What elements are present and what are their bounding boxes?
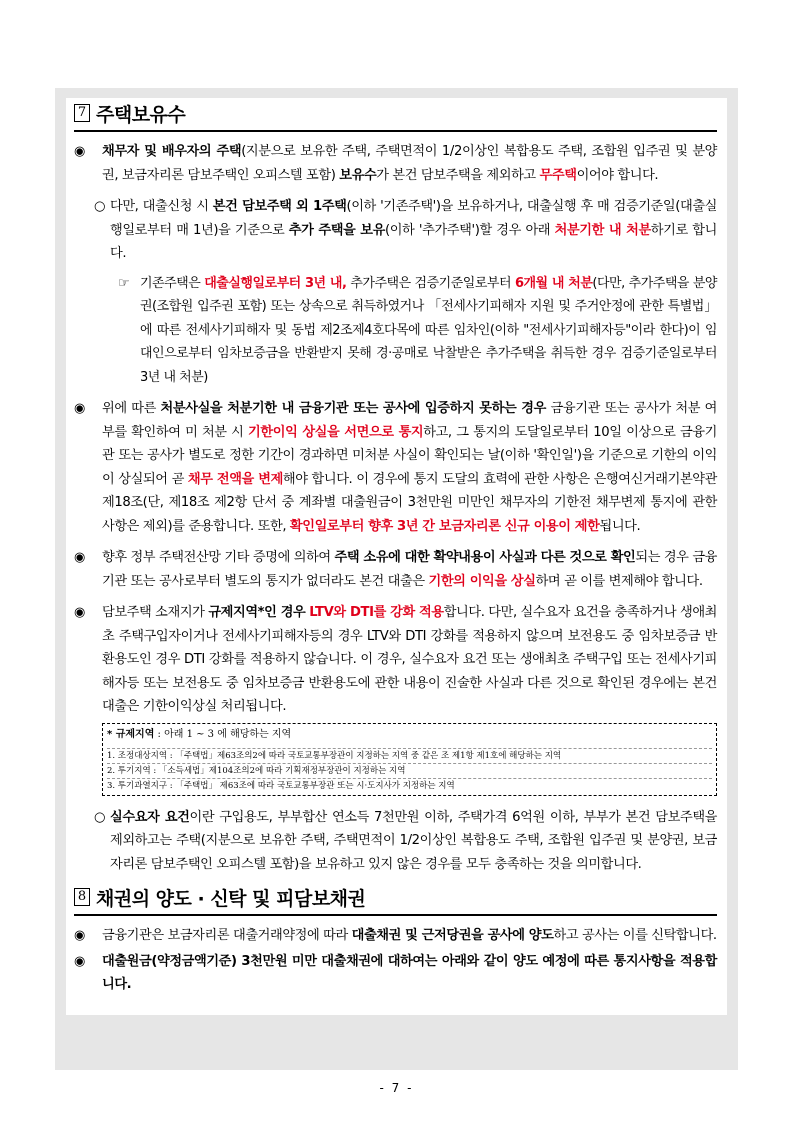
list-item	[74, 546, 717, 593]
sub-item	[94, 806, 717, 877]
section-title: 채권의 양도 · 신탁 및 피담보채권	[96, 887, 366, 910]
list-item	[74, 601, 717, 719]
footnote-line: 1. 조정대상지역 : 「주택법」제63조의2에 따라 국토교통부장관이 지정하는 지역 중 같은 조 제1항 제1호에 해당하는 지역	[107, 748, 712, 763]
paragraph: 기존주택은 대출실행일로부터 3년 내, 추가주택은 검증기준일로부터 6개월 내 처분(다만, 추가주택을 분양권(조합원 입주권 포함) 또는 상속으로 취득하였거나 「전세사기피해자 지원 및 주거안정에 관한 특별법」에 따른 전세사기피해자 및 동법 제2조제4호다목에 따른 임차인(이하 "전세사기피해자등"이라 한다)이 임대인으로부터 임차보증금을 반환받지 못해 경·공매로 낙찰받은 추가주택을 취득한 경우 검증기준일로부터 3년 내 처분)	[140, 275, 717, 385]
paragraph: 금융기관은 보금자리론 대출거래약정에 따라 대출채권 및 근저당권을 공사에 양도하고 공사는 이를 신탁합니다.	[102, 928, 717, 943]
bullet-icon: ◉	[74, 928, 85, 943]
section-8-header	[74, 882, 717, 912]
bullet-icon: ◉	[74, 144, 85, 159]
paragraph: 담보주택 소재지가 규제지역*인 경우 LTV와 DTI를 강화 적용합니다. 다만, 실수요자 요건을 충족하거나 생애최초 주택구입자이거나 전세사기피해자등의 경우 LTV와 DTI 강화를 적용하지 않으며 보전용도 중 임차보증금 반환용도인 경우 DTI 강화를 적용하지 않습니다. 이 경우, 실수요자 요건 또는 생애최초 주택구입 또는 전세사기피해자등 또는 보전용도 중 임차보증금 반환용도에 관한 내용이 진술한 사실과 다른 것으로 확인된 경우에는 본건 대출은 기한이익상실 처리됩니다.	[102, 605, 718, 714]
paragraph: 다만, 대출신청 시 본건 담보주택 외 1주택(이하 '기존주택')을 보유하거나, 대출실행 후 매 검증기준일(대출실행일로부터 매 1년)을 기준으로 추가 주택을 보유(이하 '추가주택')할 경우 아래 처분기한 내 처분하기로 합니다.	[110, 199, 717, 261]
footnote-line: 2. 투기지역 : 「소득세법」제104조의2에 따라 기획재정부장관이 지정하는 지역	[107, 763, 712, 778]
sub-item	[94, 195, 717, 266]
section-title: 주택보유수	[96, 103, 186, 126]
list-item	[74, 950, 717, 997]
footnote-heading: * 규제지역 : 아래 1 ~ 3 에 해당하는 지역	[107, 728, 292, 740]
footnote-line: 3. 투기과열지구 : 「주택법」 제63조에 따라 국토교통부장관 또는 시·도지사가 지정하는 지역	[107, 778, 712, 793]
list-item	[74, 397, 717, 538]
section-number: 8	[74, 888, 90, 906]
circle-icon: ○	[94, 199, 106, 214]
document-content	[66, 98, 727, 1015]
section-divider	[74, 130, 717, 132]
bullet-icon: ◉	[74, 550, 85, 565]
section-divider	[74, 914, 717, 916]
section-7-header	[74, 98, 717, 128]
paragraph: 대출원금(약정금액기준) 3천만원 미만 대출채권에 대하여는 아래와 같이 양도 예정에 따른 통지사항을 적용합니다.	[102, 953, 717, 992]
paragraph: 위에 따른 처분사실을 처분기한 내 금융기관 또는 공사에 입증하지 못하는 경우 금융기관 또는 공사가 처분 여부를 확인하여 미 처분 시 기한이익 상실을 서면으로 통지하고, 그 통지의 도달일로부터 10일 이상으로 금융기관 또는 공사가 별도로 정한 기간이 경과하면 미처분 사실이 확인되는 날(이하 '확인일')을 기준으로 기한의 이익이 상실되어 곧 채무 전액을 변제해야 합니다. 이 경우에 통지 도달의 효력에 관한 사항은 은행여신거래기본약관 제18조(단, 제18조 제2항 단서 중 계좌별 대출원금이 3천만원 미만인 채무자의 기한전 채무변제 통지에 관한 사항은 제외)를 준용합니다. 또한, 확인일로부터 향후 3년 간 보금자리론 신규 이용이 제한됩니다.	[102, 401, 717, 534]
bullet-icon: ◉	[74, 953, 85, 969]
paragraph: 향후 정부 주택전산망 기타 증명에 의하여 주택 소유에 대한 확약내용이 사실과 다른 것으로 확인되는 경우 금융기관 또는 공사로부터 별도의 통지가 없더라도 본건 대출은 기한의 이익을 상실하며 곧 이를 변제해야 합니다.	[102, 550, 717, 589]
bullet-icon: ◉	[74, 401, 85, 416]
list-item	[74, 140, 717, 187]
section-number: 7	[74, 104, 90, 122]
pointing-hand-icon: ☞	[118, 275, 130, 291]
page-number: - 7 -	[379, 1081, 414, 1095]
list-item	[74, 924, 717, 948]
paragraph: 실수요자 요건이란 구입용도, 부부합산 연소득 7천만원 이하, 주택가격 6억원 이하, 부부가 본건 담보주택을 제외하고는 주택(지분으로 보유한 주택, 주택면적이 1/2이상인 복합용도 주택, 조합원 입주권 및 분양권, 보금자리론 담보주택인 오피스텔 포함)을 보유하고 있지 않은 경우를 모두 충족하는 것을 의미합니다.	[110, 809, 717, 872]
note-item	[118, 272, 717, 390]
paragraph: 채무자 및 배우자의 주택(지분으로 보유한 주택, 주택면적이 1/2이상인 복합용도 주택, 조합원 입주권 및 분양권, 보금자리론 담보주택인 오피스텔 포함) 보유수가 본건 담보주택을 제외하고 무주택이어야 합니다.	[102, 144, 718, 183]
circle-icon: ○	[94, 809, 106, 825]
bullet-icon: ◉	[74, 605, 85, 620]
regulated-area-footnote-box	[102, 723, 717, 796]
